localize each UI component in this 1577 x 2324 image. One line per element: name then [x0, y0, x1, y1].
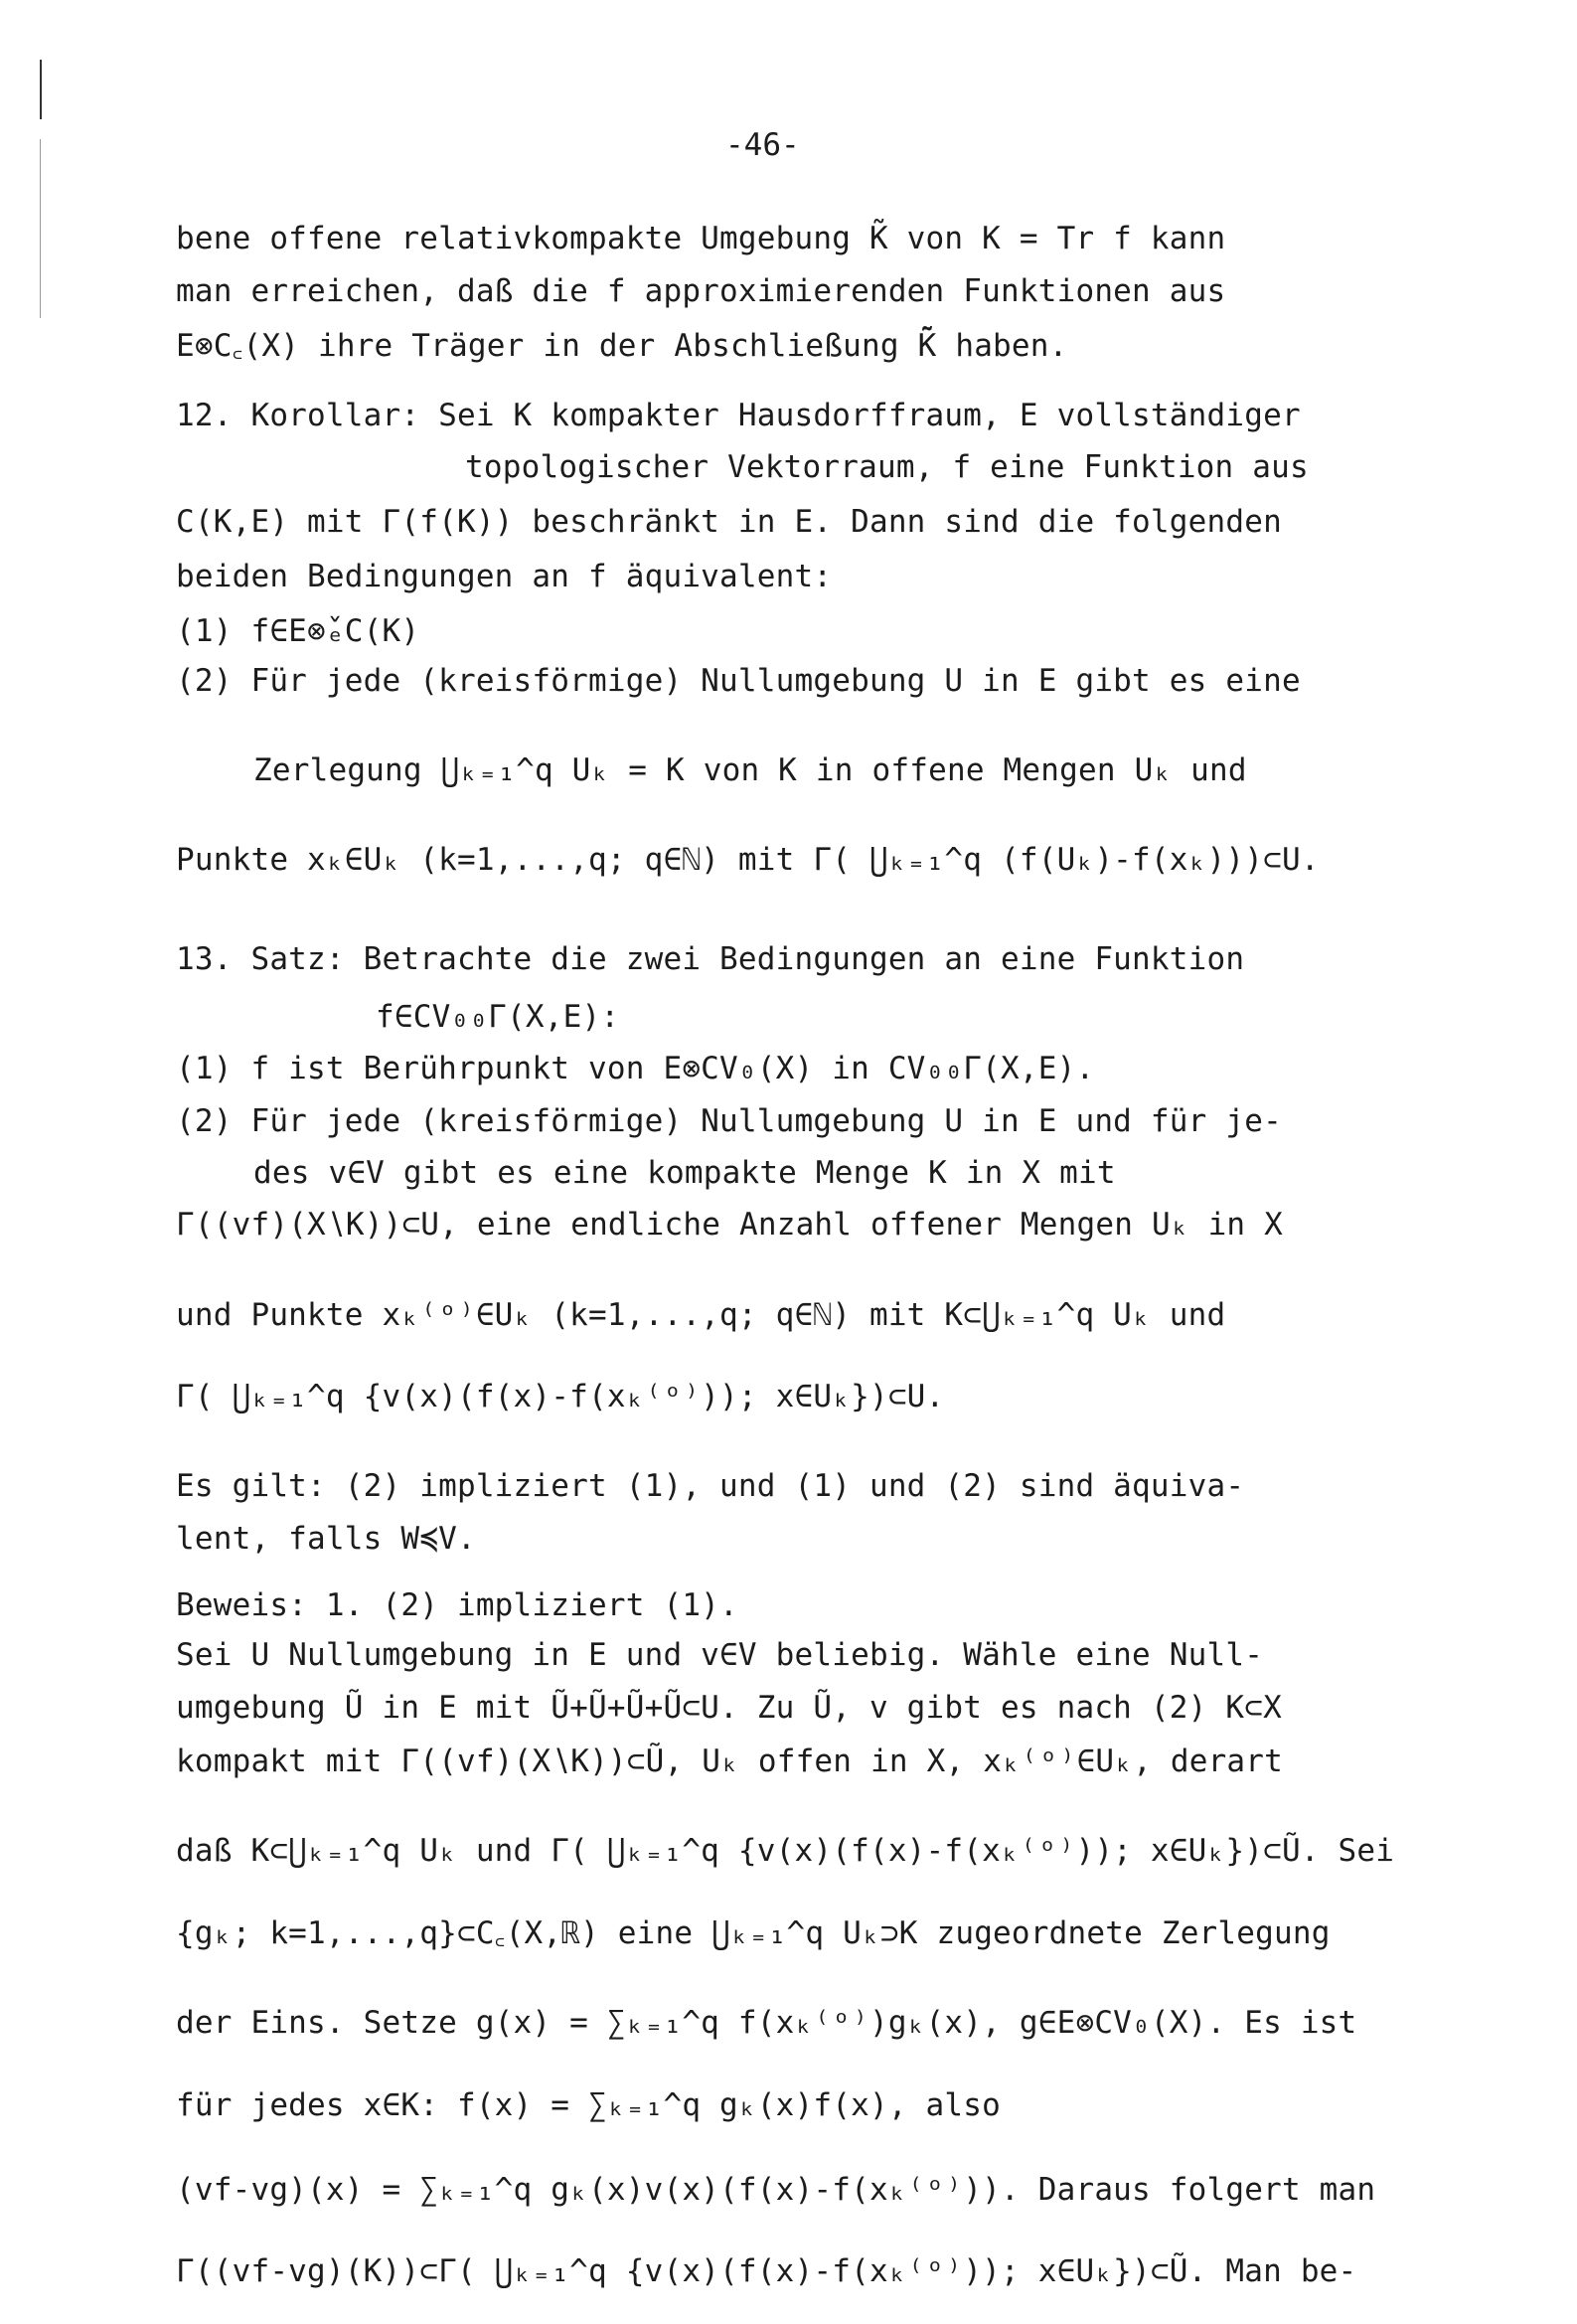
text-line: lent, falls W≼V.	[176, 1521, 476, 1557]
condition-1: (1) f∈E⊗̌ₑC(K)	[176, 613, 420, 649]
text-line: man erreichen, daß die f approximierenden Funktionen aus	[176, 273, 1226, 309]
theorem-heading: 13. Satz: Betrachte die zwei Bedingungen an eine Funktion	[176, 941, 1245, 977]
page-number: -46-	[725, 127, 800, 163]
text-line: f∈CV₀₀Γ(X,E):	[376, 999, 620, 1035]
formula-line: und Punkte xₖ⁽ᵒ⁾∈Uₖ (k=1,...,q; q∈ℕ) mit K⊂⋃ₖ₌₁^q Uₖ und	[176, 1297, 1226, 1333]
proof-heading: Beweis: 1. (2) impliziert (1).	[176, 1587, 738, 1623]
text-line: Es gilt: (2) impliziert (1), und (1) und (2) sind äquiva-	[176, 1468, 1245, 1504]
corollary-heading: 12. Korollar: Sei K kompakter Hausdorffraum, E vollständiger	[176, 398, 1301, 433]
formula-line: Zerlegung ⋃ₖ₌₁^q Uₖ = K von K in offene Mengen Uₖ und	[253, 752, 1247, 788]
text-line: C(K,E) mit Γ(f(K)) beschränkt in E. Dann sind die folgenden	[176, 504, 1282, 540]
margin-line	[40, 60, 42, 119]
formula-line: {gₖ; k=1,...,q}⊂C꜀(X,ℝ) eine ⋃ₖ₌₁^q Uₖ⊃K zugeordnete Zerlegung	[176, 1915, 1331, 1951]
text-line: Sei U Nullumgebung in E und v∈V beliebig. Wähle eine Null-	[176, 1637, 1264, 1673]
text-line: des v∈V gibt es eine kompakte Menge K in X mit	[253, 1155, 1116, 1191]
formula-line: der Eins. Setze g(x) = ∑ₖ₌₁^q f(xₖ⁽ᵒ⁾)gₖ(x), g∈E⊗CV₀(X). Es ist	[176, 2005, 1357, 2041]
formula-line: Γ((vf-vg)(K))⊂Γ( ⋃ₖ₌₁^q {v(x)(f(x)-f(xₖ⁽ᵒ⁾)); x∈Uₖ})⊂Ũ. Man be-	[176, 2253, 1357, 2289]
formula-line: Γ( ⋃ₖ₌₁^q {v(x)(f(x)-f(xₖ⁽ᵒ⁾)); x∈Uₖ})⊂U.	[176, 1379, 945, 1414]
text-line: kompakt mit Γ((vf)(X∖K))⊂Ũ, Uₖ offen in X, xₖ⁽ᵒ⁾∈Uₖ, derart	[176, 1743, 1284, 1779]
text-line: E⊗C꜀(X) ihre Träger in der Abschließung K̃̄ haben.	[176, 328, 1068, 364]
condition-2: (2) Für jede (kreisförmige) Nullumgebung U in E gibt es eine	[176, 663, 1301, 699]
text-line: umgebung Ũ in E mit Ũ+Ũ+Ũ+Ũ⊂U. Zu Ũ, v gibt es nach (2) K⊂X	[176, 1690, 1282, 1726]
formula-line: für jedes x∈K: f(x) = ∑ₖ₌₁^q gₖ(x)f(x), also	[176, 2087, 1001, 2123]
text-line: topologischer Vektorraum, f eine Funktion aus	[465, 449, 1309, 485]
text-line: bene offene relativkompakte Umgebung K̃ von K = Tr f kann	[176, 221, 1226, 256]
formula-line: (vf-vg)(x) = ∑ₖ₌₁^q gₖ(x)v(x)(f(x)-f(xₖ⁽ᵒ⁾)). Daraus folgert man	[176, 2172, 1376, 2208]
text-line: Γ((vf)(X∖K))⊂U, eine endliche Anzahl offener Mengen Uₖ in X	[176, 1207, 1284, 1243]
condition-1: (1) f ist Berührpunkt von E⊗CV₀(X) in CV₀₀Γ(X,E).	[176, 1051, 1095, 1086]
condition-2: (2) Für jede (kreisförmige) Nullumgebung U in E und für je-	[176, 1103, 1282, 1139]
formula-line: Punkte xₖ∈Uₖ (k=1,...,q; q∈ℕ) mit Γ( ⋃ₖ₌₁^q (f(Uₖ)-f(xₖ)))⊂U.	[176, 842, 1320, 878]
margin-line-faint	[40, 139, 41, 318]
text-line: beiden Bedingungen an f äquivalent:	[176, 559, 833, 594]
formula-line: daß K⊂⋃ₖ₌₁^q Uₖ und Γ( ⋃ₖ₌₁^q {v(x)(f(x)-f(xₖ⁽ᵒ⁾)); x∈Uₖ})⊂Ũ. Sei	[176, 1833, 1395, 1869]
